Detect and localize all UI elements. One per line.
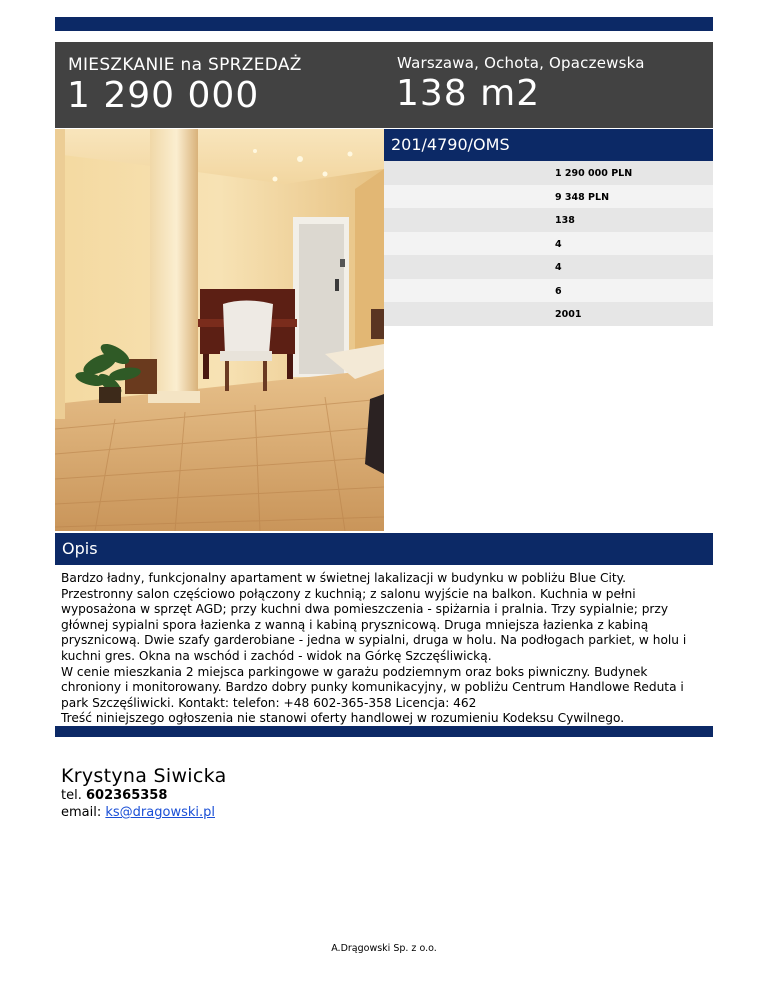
agent-name: Krystyna Siwicka <box>61 765 227 787</box>
divider-bar <box>55 726 713 737</box>
detail-row-floors <box>384 279 713 303</box>
agent-email <box>61 805 215 820</box>
details-table <box>384 161 713 326</box>
detail-value: 6 <box>555 285 562 297</box>
description-heading: Opis <box>62 539 98 558</box>
description-text: Bardzo ładny, funkcjonalny apartament w świetnej lakalizacji w budynku w pobliżu Blue City. Przestronny salon częściowo połączony z kuchnią; z salonu wyjście na balkon. Kuchnia w pełni wyposażona w sprzęt AGD; przy kuchni dwa pomieszczenia - spiżarnia i pralnia. Trzy sypialnie; przy głównej sypialni spora łazienka z wanną i kabiną prysznicową. Druga mniejsza łazienka z kabiną prysznicową. Dwie szafy garderobiane - jedna w sypialni, druga w holu. Na podłogach parkiet, w holu i kuchni gres. Okna na wschód i zachód - widok na Górkę Szczęśliwicką. W cenie mieszkania 2 miejsca parkingowe w garażu podziemnym oraz boks piwniczny. Budynek chroniony i monitorowany. Bardzo dobry punky komunikacyjny, w pobliżu Centrum Handlowe Reduta i park Szczęśliwicki. Kontakt: telefon: +48 602-365-358 Licencja: 462 Treść niniejszego ogłoszenia nie stanowi oferty handlowej w rozumieniu Kodeksu Cywilnego. <box>61 571 687 726</box>
detail-row-price-per-m2 <box>384 185 713 209</box>
phone-label: tel. <box>61 788 82 803</box>
email-label: email: <box>61 805 102 820</box>
apartment-photo <box>55 129 384 531</box>
detail-value: 4 <box>555 238 562 250</box>
footer-company: A.Drągowski Sp. z o.o. <box>331 943 437 954</box>
listing-area: 138 m2 <box>396 73 541 114</box>
listing-header <box>55 42 713 128</box>
detail-row-price <box>384 161 713 185</box>
reference-bar <box>384 129 713 161</box>
listing-type: MIESZKANIE na SPRZEDAŻ <box>68 55 302 75</box>
detail-row-area <box>384 208 713 232</box>
detail-value: 9 348 PLN <box>555 191 610 203</box>
description-heading-bar <box>55 533 713 565</box>
detail-value: 138 <box>555 215 575 226</box>
detail-row-rooms <box>384 232 713 256</box>
listing-location: Warszawa, Ochota, Opaczewska <box>397 54 645 72</box>
top-accent-bar <box>55 17 713 31</box>
agent-phone <box>61 788 167 803</box>
detail-value: 1 290 000 PLN <box>555 168 633 179</box>
detail-row-year <box>384 302 713 326</box>
listing-price: 1 290 000 <box>67 75 260 116</box>
detail-row-floor <box>384 255 713 279</box>
detail-value: 2001 <box>555 309 582 320</box>
phone-number: 602365358 <box>85 788 168 803</box>
email-link[interactable]: ks@dragowski.pl <box>105 805 215 820</box>
reference-number: 201/4790/OMS <box>391 135 510 154</box>
detail-value: 4 <box>555 262 562 273</box>
